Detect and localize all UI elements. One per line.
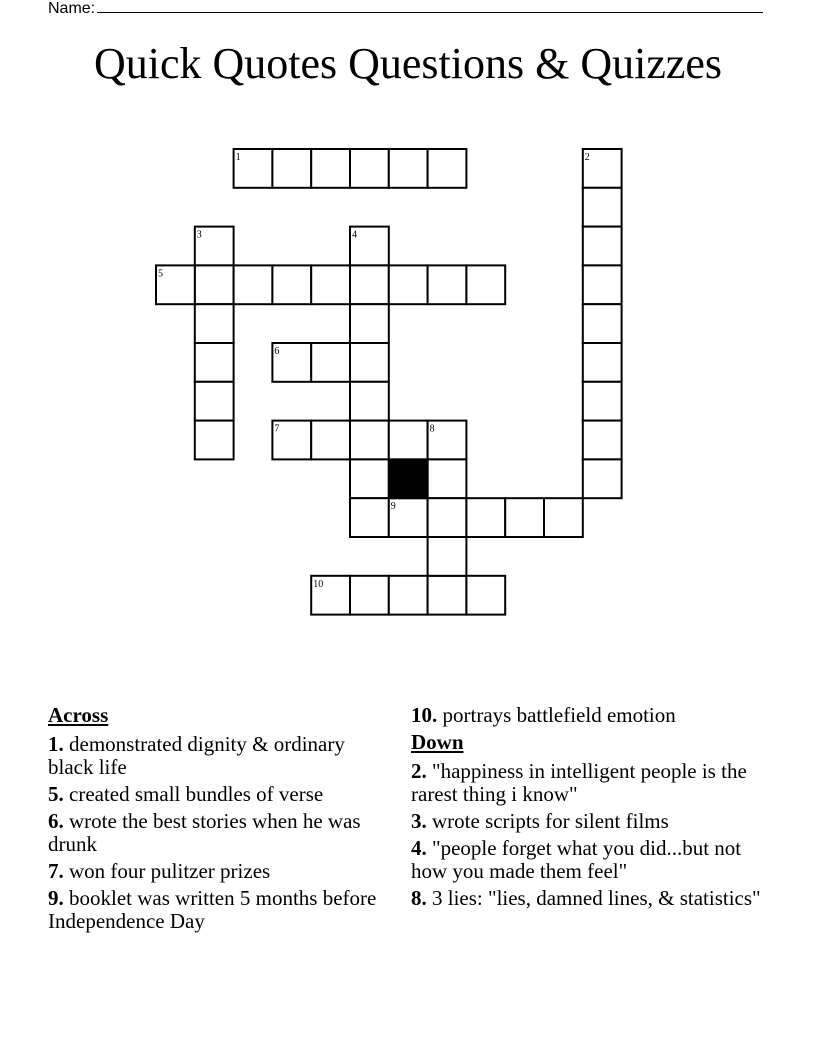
grid-cell[interactable]	[311, 265, 350, 304]
across-clue-1	[48, 733, 388, 779]
across-clue-9	[48, 887, 388, 933]
clue-number: 10.	[411, 703, 438, 727]
grid-cell[interactable]	[583, 343, 622, 382]
grid-cell[interactable]	[350, 265, 389, 304]
grid-cell[interactable]	[195, 265, 234, 304]
clue-text: created small bundles of verse	[69, 782, 324, 806]
grid-cell[interactable]	[583, 421, 622, 460]
grid-cell[interactable]	[583, 459, 622, 498]
across-clue-7	[48, 860, 388, 883]
grid-cell[interactable]	[389, 576, 428, 615]
grid-cell[interactable]	[466, 498, 505, 537]
grid-cell[interactable]	[583, 382, 622, 421]
grid-cell[interactable]	[350, 498, 389, 537]
down-clue-4	[411, 837, 771, 883]
grid-cell[interactable]	[350, 382, 389, 421]
down-clue-2	[411, 760, 771, 806]
clue-text: wrote scripts for silent films	[432, 809, 669, 833]
grid-cell[interactable]	[234, 265, 273, 304]
grid-cell[interactable]	[428, 537, 467, 576]
clue-number: 3.	[411, 809, 427, 833]
across-clue-6	[48, 810, 388, 856]
cell-number-10: 10	[313, 578, 324, 590]
grid-cell[interactable]	[195, 343, 234, 382]
clue-number: 7.	[48, 859, 64, 883]
grid-cell[interactable]	[466, 265, 505, 304]
clue-text: portrays battlefield emotion	[442, 703, 676, 727]
down-clue-8	[411, 887, 771, 910]
name-label: Name:	[48, 0, 96, 17]
grid-cell[interactable]	[195, 304, 234, 343]
grid-cell[interactable]	[544, 498, 583, 537]
cell-number-3: 3	[196, 229, 202, 241]
clue-number: 9.	[48, 886, 64, 910]
clues-column-left	[48, 704, 388, 937]
clue-text: "happiness in intelligent people is the rarest thing i know"	[411, 759, 747, 806]
grid-cell[interactable]	[583, 188, 622, 227]
grid-cell[interactable]	[272, 149, 311, 188]
cell-number-8: 8	[429, 423, 435, 435]
cell-number-2: 2	[584, 152, 590, 163]
grid-cell[interactable]	[350, 421, 389, 460]
clue-number: 2.	[411, 759, 427, 783]
grid-cell[interactable]	[389, 421, 428, 460]
grid-cell-black	[389, 459, 428, 498]
clue-text: wrote the best stories when he was drunk	[48, 809, 361, 856]
grid-cell[interactable]	[428, 459, 467, 498]
grid-cell[interactable]	[311, 149, 350, 188]
grid-cell[interactable]	[311, 421, 350, 460]
grid-cell[interactable]	[195, 382, 234, 421]
across-clue-10	[411, 704, 771, 727]
grid-cell[interactable]	[389, 265, 428, 304]
clue-text: booklet was written 5 months before Independence Day	[48, 886, 377, 933]
grid-cell[interactable]	[350, 343, 389, 382]
grid-cell[interactable]	[350, 459, 389, 498]
grid-cell[interactable]	[272, 265, 311, 304]
clue-number: 8.	[411, 886, 427, 910]
across-heading: Across	[48, 703, 109, 727]
grid-cell[interactable]	[505, 498, 544, 537]
grid-cell[interactable]	[428, 498, 467, 537]
clue-text: demonstrated dignity & ordinary black life	[48, 732, 345, 779]
clue-number: 1.	[48, 732, 64, 756]
page-title: Quick Quotes Questions & Quizzes	[93, 39, 723, 88]
clue-text: 3 lies: "lies, damned lines, & statistics"	[432, 886, 761, 910]
clue-text: "people forget what you did...but not how you made them feel"	[411, 836, 742, 883]
down-heading: Down	[411, 730, 464, 754]
grid-cell[interactable]	[583, 304, 622, 343]
down-clue-3	[411, 810, 771, 833]
grid-cell[interactable]	[311, 343, 350, 382]
clue-number: 5.	[48, 782, 64, 806]
grid-cell[interactable]	[583, 227, 622, 266]
clue-number: 4.	[411, 836, 427, 860]
grid-cell[interactable]	[350, 304, 389, 343]
grid-cell[interactable]	[350, 576, 389, 615]
cell-number-1: 1	[235, 152, 241, 163]
cell-number-4: 4	[352, 229, 357, 241]
cell-number-5: 5	[158, 268, 163, 280]
grid-cell[interactable]	[428, 265, 467, 304]
across-clue-5	[48, 783, 388, 806]
clue-text: won four pulitzer prizes	[69, 859, 271, 883]
grid-cell[interactable]	[350, 149, 389, 188]
grid-cell[interactable]	[583, 265, 622, 304]
grid-cell[interactable]	[389, 149, 428, 188]
grid-cell[interactable]	[428, 149, 467, 188]
grid-cell[interactable]	[195, 421, 234, 460]
cell-number-9: 9	[390, 501, 396, 513]
clues-column-right	[411, 704, 771, 914]
grid-cell[interactable]	[428, 576, 467, 615]
grid-cell[interactable]	[466, 576, 505, 615]
clue-number: 6.	[48, 809, 64, 833]
cell-number-6: 6	[274, 346, 280, 357]
cell-number-7: 7	[274, 423, 280, 435]
